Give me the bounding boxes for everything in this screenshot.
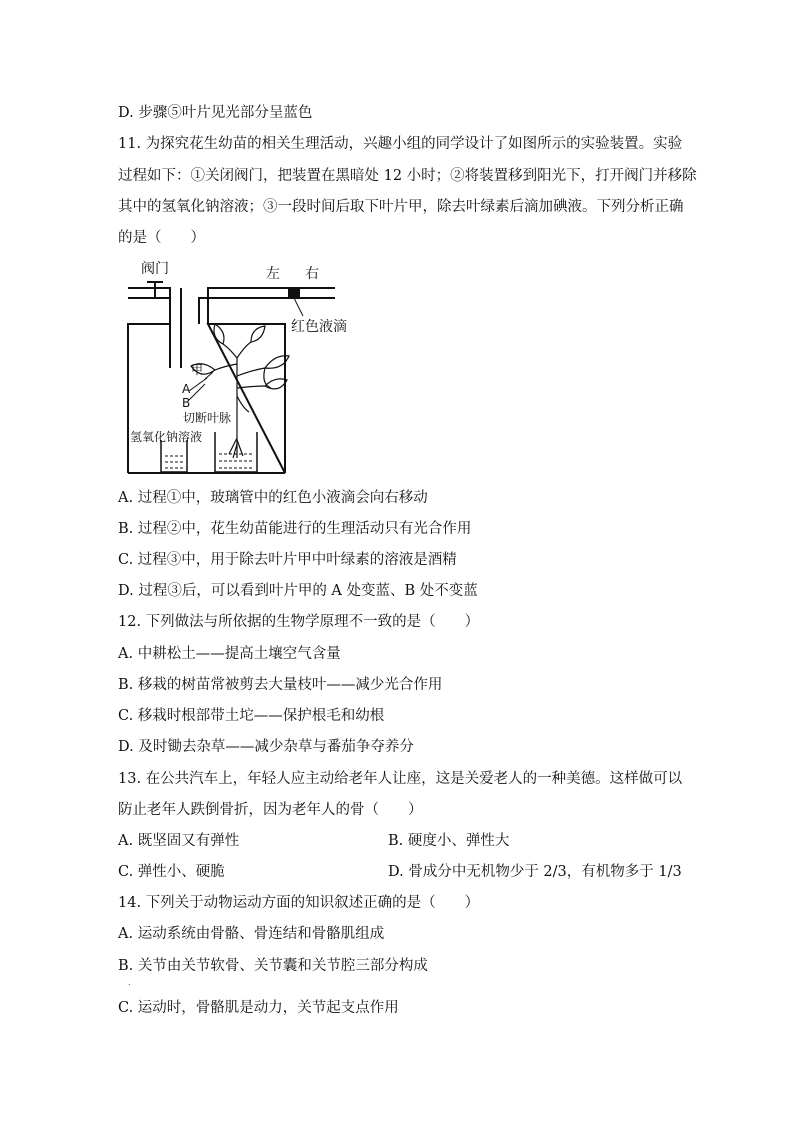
q10-option-d: D. 步骤⑤叶片见光部分呈蓝色 (118, 105, 313, 121)
q14-stem: 14. 下列关于动物运动方面的知识叙述正确的是（ ） (118, 895, 480, 911)
q13-option-c: C. 弹性小、硬脆 (118, 864, 225, 880)
q12-option-d: D. 及时锄去杂草——减少杂草与番茄争夺养分 (118, 739, 414, 755)
q11-option-c: C. 过程③中，用于除去叶片甲中叶绿素的溶液是酒精 (118, 552, 457, 568)
q11-option-a: A. 过程①中，玻璃管中的红色小液滴会向右移动 (118, 490, 428, 506)
q12-stem: 12. 下列做法与所依据的生物学原理不一致的是（ ） (118, 614, 480, 630)
q13-option-d: D. 骨成分中无机物少于 2/3，有机物多于 1/3 (388, 864, 682, 880)
q11-option-d: D. 过程③后，可以看到叶片甲的 A 处变蓝、B 处不变蓝 (118, 583, 478, 599)
cut-vein-label: 切断叶脉 (183, 411, 232, 425)
q11-stem-line2: 过程如下：①关闭阀门，把装置在黑暗处 12 小时；②将装置移到阳光下，打开阀门并移除 (118, 168, 697, 184)
plant-beaker (215, 432, 257, 472)
red-droplet (288, 287, 300, 298)
point-a-label: A (182, 382, 191, 396)
plant-seedling (191, 324, 289, 458)
naoh-label: 氢氧化钠溶液 (130, 430, 203, 444)
left-label: 左 (266, 266, 280, 282)
q13-stem-line2: 防止老年人跌倒骨折，因为老年人的骨（ ） (118, 802, 423, 818)
red-drop-label: 红色液滴 (291, 319, 347, 335)
q12-option-c: C. 移栽时根部带土坨——保护根毛和幼根 (118, 708, 385, 724)
q11-stem-line4: 的是（ ） (118, 230, 205, 246)
q14-option-a: A. 运动系统由骨骼、骨连结和骨骼肌组成 (118, 926, 385, 942)
q11-option-b: B. 过程②中，花生幼苗能进行的生理活动只有光合作用 (118, 521, 472, 537)
q11-stem-line3: 其中的氢氧化钠溶液；③一段时间后取下叶片甲，除去叶绿素后滴加碘液。下列分析正确 (118, 199, 684, 215)
leaf-jia-label: 甲 (191, 363, 204, 377)
stray-dot: . (128, 978, 131, 987)
q12-option-a: A. 中耕松土——提高土壤空气含量 (118, 646, 341, 662)
right-label: 右 (305, 266, 319, 282)
container-outline (128, 324, 285, 473)
q13-stem-line1: 13. 在公共汽车上，年轻人应主动给老年人让座，这是关爱老人的一种美德。这样做可以 (118, 771, 683, 787)
experiment-diagram (125, 258, 360, 478)
q14-option-c: C. 运动时，骨骼肌是动力，关节起支点作用 (118, 1000, 399, 1016)
q13-option-a: A. 既坚固又有弹性 (118, 833, 240, 849)
valve-label: 阀门 (141, 261, 169, 277)
q13-option-b: B. 硬度小、弹性大 (388, 833, 510, 849)
point-b-label: B (182, 396, 191, 410)
q12-option-b: B. 移栽的树苗常被剪去大量枝叶——减少光合作用 (118, 677, 443, 693)
naoh-beaker (161, 440, 187, 472)
q14-option-b: B. 关节由关节软骨、关节囊和关节腔三部分构成 (118, 958, 428, 974)
q11-stem-line1: 11. 为探究花生幼苗的相关生理活动，兴趣小组的同学设计了如图所示的实验装置。实验 (118, 136, 683, 152)
